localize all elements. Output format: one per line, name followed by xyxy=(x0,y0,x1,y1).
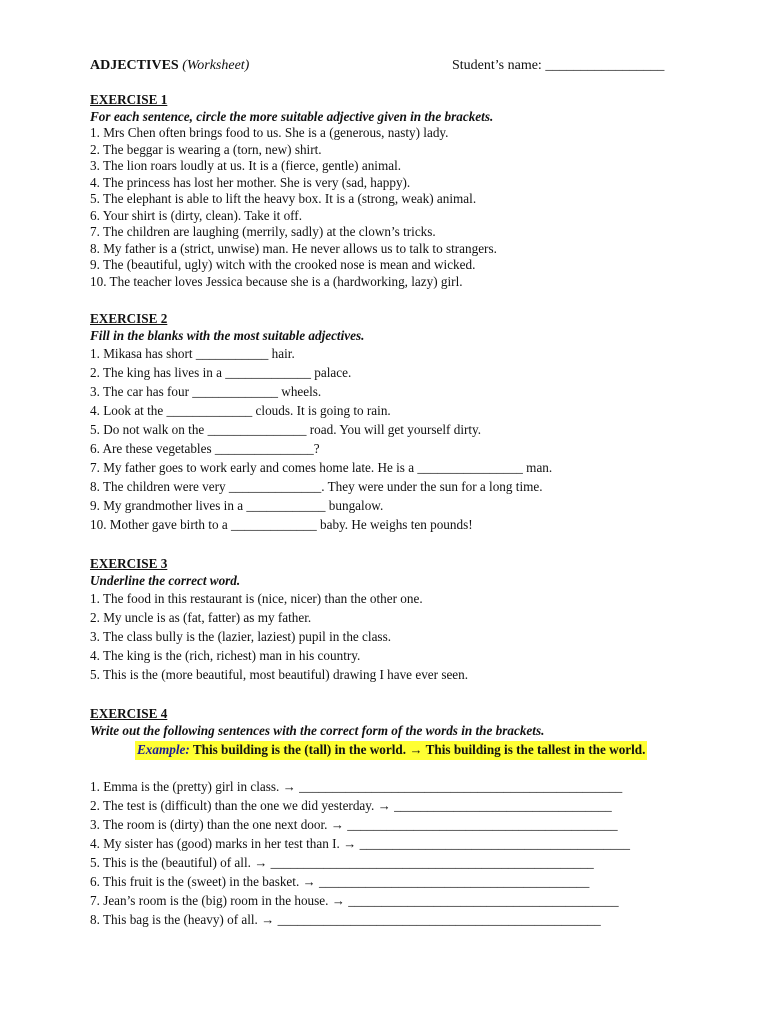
exercise-item: 2. The test is (difficult) than the one we did yesterday. → _________________________________ xyxy=(90,797,612,813)
exercise-item: 2. The king has lives in a _____________ palace. xyxy=(90,365,352,380)
exercise-item: 7. My father goes to work early and comes home late. He is a ________________ man. xyxy=(90,460,553,475)
exercise-item: 6. This fruit is the (sweet) in the basket. → _________________________________________ xyxy=(90,873,590,889)
exercise-item: 8. This bag is the (heavy) of all. → _________________________________________________ xyxy=(90,911,601,927)
worksheet-title: ADJECTIVES xyxy=(90,58,179,73)
exercise-item: 5. This is the (more beautiful, most beautiful) drawing I have ever seen. xyxy=(90,667,469,682)
exercise-item: 5. Do not walk on the _______________ road. You will get yourself dirty. xyxy=(90,422,482,437)
student-name-field: Student’s name: _________________ xyxy=(452,58,665,73)
exercise-item: 4. Look at the _____________ clouds. It is going to rain. xyxy=(90,403,391,418)
exercise-instruction: For each sentence, circle the more suitable adjective given in the brackets. xyxy=(90,108,494,124)
exercise-item: 1. Mikasa has short ___________ hair. xyxy=(90,346,295,361)
exercise-item: 2. My uncle is as (fat, fatter) as my father. xyxy=(90,610,312,625)
exercise-item: 4. My sister has (good) marks in her test than I. → _________________________________________ xyxy=(90,835,630,851)
exercise-item: 3. The car has four _____________ wheels. xyxy=(90,384,322,399)
example-highlight xyxy=(135,741,647,760)
exercise-title: EXERCISE 3 xyxy=(90,556,168,571)
example-label: Example: xyxy=(137,742,190,757)
exercise-item: 7. Jean’s room is the (big) room in the house. → _________________________________________ xyxy=(90,892,619,908)
exercise-3 xyxy=(90,556,710,684)
exercise-1 xyxy=(90,92,710,290)
exercise-item: 1. Emma is the (pretty) girl in class. → _________________________________________________ xyxy=(90,778,623,794)
exercise-title: EXERCISE 2 xyxy=(90,311,168,326)
exercise-item: 3. The lion roars loudly at us. It is a (fierce, gentle) animal. xyxy=(90,158,402,173)
exercise-item: 2. The beggar is wearing a (torn, new) shirt. xyxy=(90,141,322,157)
exercise-item: 10. The teacher loves Jessica because she is a (hardworking, lazy) girl. xyxy=(90,273,463,289)
exercise-instruction: Underline the correct word. xyxy=(90,572,241,588)
exercise-item: 8. The children were very ______________. They were under the sun for a long time. xyxy=(90,479,543,494)
exercise-2 xyxy=(90,311,710,534)
exercise-title: EXERCISE 1 xyxy=(90,92,168,107)
exercise-item: 8. My father is a (strict, unwise) man. He never allows us to talk to strangers. xyxy=(90,240,497,256)
exercise-item: 4. The king is the (rich, richest) man in his country. xyxy=(90,648,361,663)
exercise-item: 5. This is the (beautiful) of all. → _________________________________________________ xyxy=(90,854,594,870)
worksheet-subtitle: (Worksheet) xyxy=(182,58,250,73)
exercise-4 xyxy=(90,706,710,929)
worksheet-header xyxy=(90,58,690,74)
exercise-item: 5. The elephant is able to lift the heavy box. It is a (strong, weak) animal. xyxy=(90,191,477,206)
exercise-item: 4. The princess has lost her mother. She is very (sad, happy). xyxy=(90,174,411,190)
exercise-item: 9. The (beautiful, ugly) witch with the crooked nose is mean and wicked. xyxy=(90,257,476,272)
exercise-item: 3. The class bully is the (lazier, laziest) pupil in the class. xyxy=(90,629,391,644)
exercise-item: 9. My grandmother lives in a ____________ bungalow. xyxy=(90,498,384,513)
exercise-item: 1. The food in this restaurant is (nice, nicer) than the other one. xyxy=(90,591,423,606)
exercise-item: 6. Are these vegetables _______________? xyxy=(90,441,320,456)
exercise-item: 10. Mother gave birth to a _____________ baby. He weighs ten pounds! xyxy=(90,517,473,532)
exercise-item: 7. The children are laughing (merrily, sadly) at the clown’s tricks. xyxy=(90,224,436,239)
exercise-item: 1. Mrs Chen often brings food to us. She is a (generous, nasty) lady. xyxy=(90,125,449,140)
exercise-instruction: Write out the following sentences with the correct form of the words in the brackets. xyxy=(90,722,545,738)
exercise-item: 6. Your shirt is (dirty, clean). Take it off. xyxy=(90,207,303,223)
exercise-title: EXERCISE 4 xyxy=(90,706,168,721)
example-text: This building is the (tall) in the world. → This building is the tallest in the world. xyxy=(192,742,646,757)
exercise-item: 3. The room is (dirty) than the one next door. → _________________________________________ xyxy=(90,816,618,832)
exercise-instruction: Fill in the blanks with the most suitable adjectives. xyxy=(90,327,365,343)
